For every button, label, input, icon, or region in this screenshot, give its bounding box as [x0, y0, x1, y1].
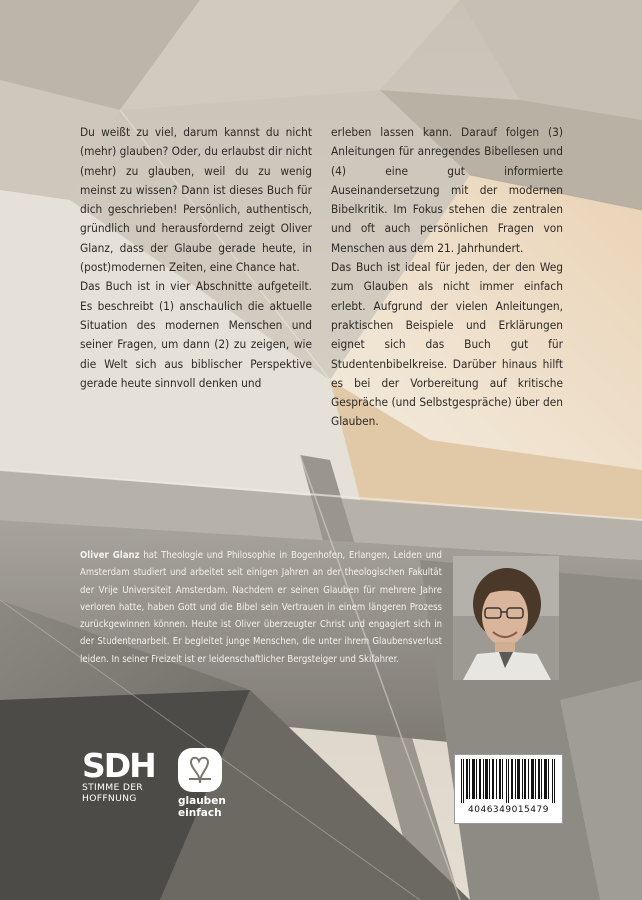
description-left-paragraph-1: Du weißt zu viel, darum kannst du nicht (mehr) glauben? Oder, du erlaubst dir nicht (mehr) zu glauben, weil du zu wenig meinst zu wissen? Dann ist dieses Buch für dich geschrieben! Persönlich, authentisch, gründlich und herausfordernd zeigt Oliver Glanz, dass der Glaube gerade heute, in (post)modernen Zeiten, eine Chance hat. [80, 125, 312, 275]
glauben-einfach-logo-icon [177, 747, 223, 793]
barcode [454, 754, 563, 824]
imprint-logo-line-1: glauben [178, 795, 226, 807]
publisher-logo-line-1: STIMME DER [82, 782, 143, 793]
publisher-logo [82, 746, 164, 804]
description-left-paragraph-2: Das Buch ist in vier Abschnitte aufgeteilt. Es beschreibt (1) anschaulich die aktuelle Situation des modernen Menschen und seiner Fragen, um dann (2) zu zeigen, wie die Welt sich aus biblischer Perspektive gerade heute sinnvoll denken und [80, 279, 312, 390]
author-photo [453, 556, 559, 680]
description-column-right [331, 123, 563, 432]
imprint-logo-line-2: einfach [178, 807, 222, 819]
sdh-logo-icon [82, 746, 155, 785]
description-right-paragraph-2: Das Buch ist ideal für jeden, der den Weg zum Glauben als nicht immer einfach erlebt. Aufgrund der vielen Anleitungen, praktischen Beispiele und Erklärungen eignet sich das Buch gut für Studentenbibelkreise. Darüber hinaus hilft es bei der Vorbereitung auf kritische Gespräche (und Selbstgespräche) über den Glauben. [331, 260, 563, 429]
barcode-bars [461, 759, 556, 803]
author-name: Oliver Glanz [80, 550, 140, 561]
publisher-logo-line-2: HOFFNUNG [82, 793, 137, 804]
author-bio-text: hat Theologie und Philosophie in Bogenhofen, Erlangen, Leiden und Amsterdam studiert und arbeitet seit einigen Jahren an der theologischen Fakultät der Vrije Universiteit Amsterdam. Nachdem er seinen Glauben für mehrere Jahre verloren hatte, haben Gott und die Bibel sein Vertrauen in einem längeren Prozess zurückgewinnen können. Heute ist Oliver überzeugter Christ und engagiert sich in der Studentenarbeit. Er begleitet junge Menschen, die unter ihrem Glaubensverlust leiden. In seiner Freizeit ist er leidenschaftlicher Bergsteiger und Skifahrer. [80, 550, 442, 665]
description-column-left [80, 123, 312, 393]
author-portrait-illustration [453, 556, 559, 680]
barcode-number: 4046349015479 [468, 805, 549, 815]
imprint-logo [175, 747, 235, 819]
description-right-paragraph-1: erleben lassen kann. Darauf folgen (3) Anleitungen für anregendes Bibellesen und (4) eine gut informierte Auseinandersetzung mit der modernen Bibelkritik. Im Fokus stehen die zentralen und oft auch persönlichen Fragen von Menschen aus dem 21. Jahrhundert. [331, 125, 563, 255]
author-bio [80, 547, 442, 668]
sdh-logo-mark: SDH [82, 746, 155, 785]
